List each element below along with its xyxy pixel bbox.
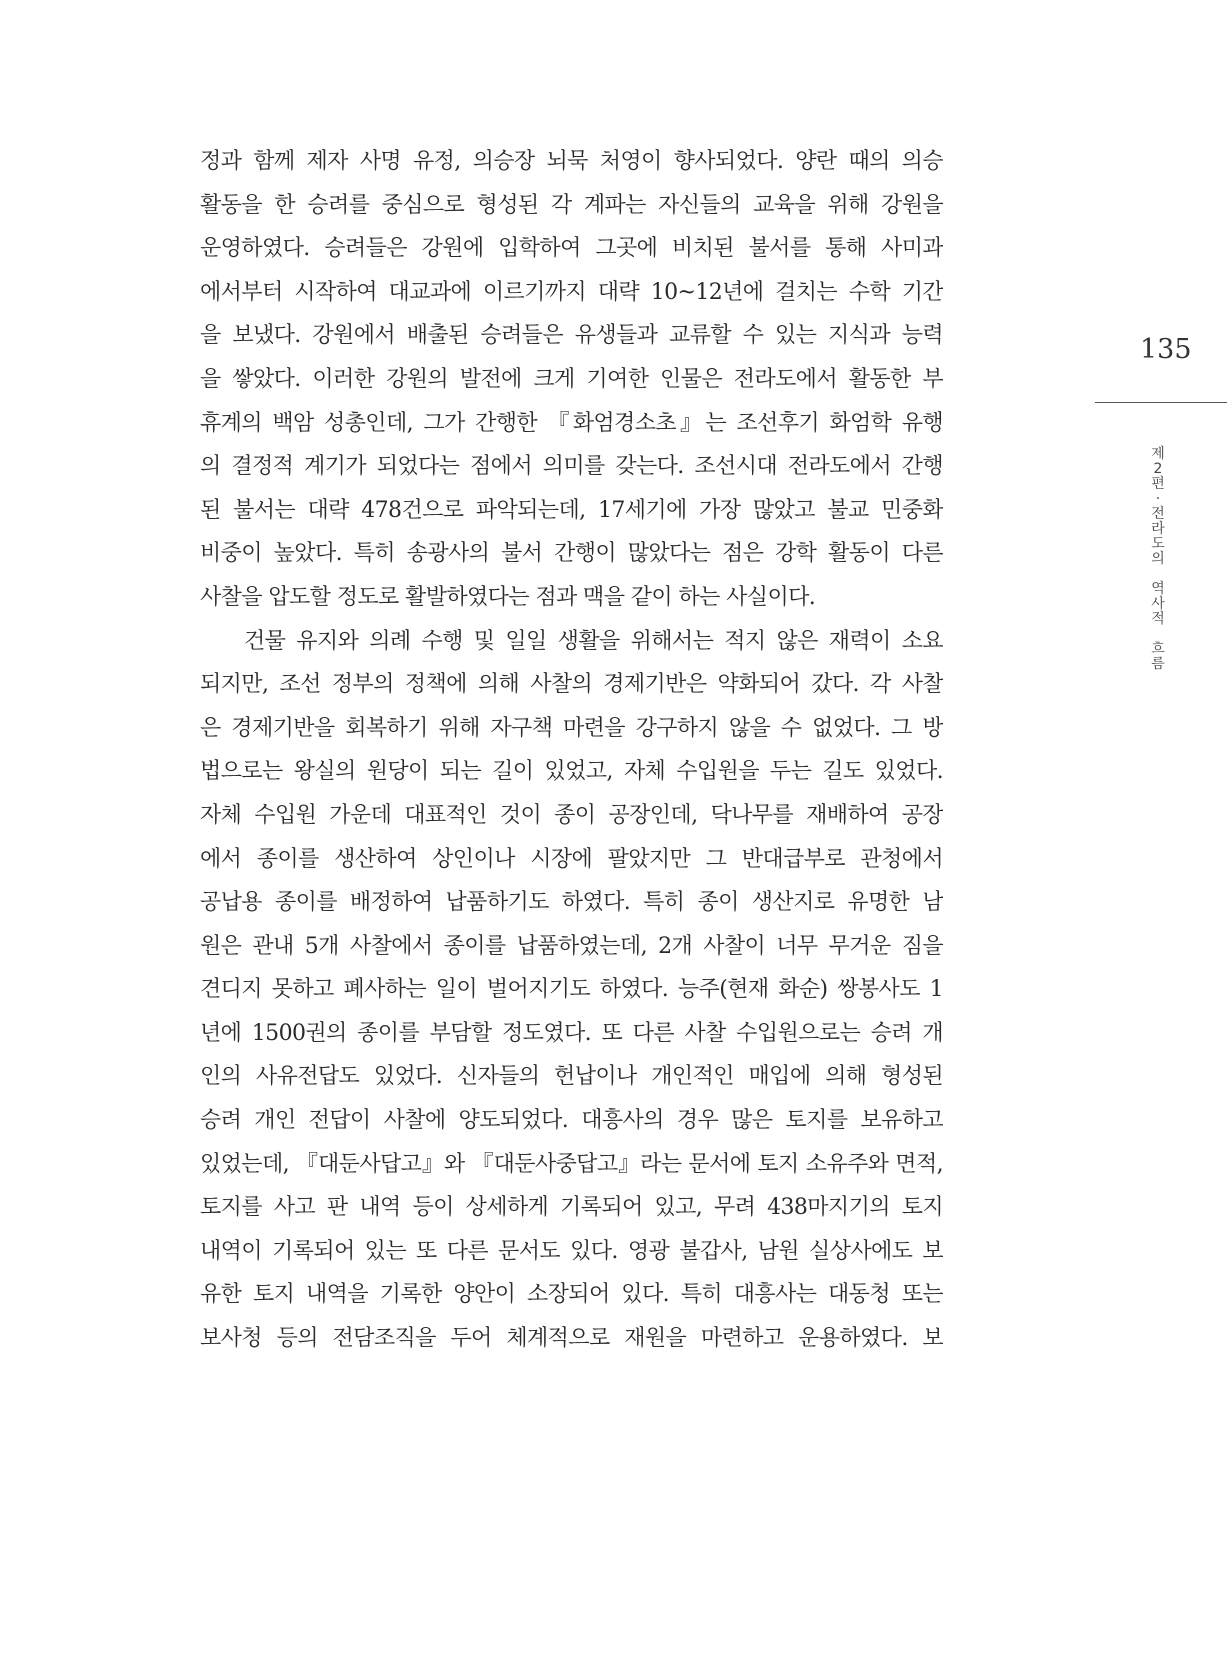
text-line: 에서부터 시작하여 대교과에 이르기까지 대략 10~12년에 걸치는 수학 기간 (200, 279, 943, 305)
text-line: 법으로는 왕실의 원당이 되는 길이 있었고, 자체 수입원을 두는 길도 있었다. (200, 759, 943, 785)
text-line: 은 경제기반을 회복하기 위해 자구책 마련을 강구하지 않을 수 없었다. 그 방 (200, 715, 943, 741)
text-line: 내역이 기록되어 있는 또 다른 문서도 있다. 영광 불갑사, 남원 실상사에도 보 (200, 1238, 943, 1264)
text-line: 을 보냈다. 강원에서 배출된 승려들은 유생들과 교류할 수 있는 지식과 능력 (200, 323, 943, 349)
page-number: 135 (1140, 334, 1192, 365)
text-line: 사찰을 압도할 정도로 활발하였다는 점과 맥을 같이 하는 사실이다. (200, 584, 816, 610)
body-text (200, 140, 943, 1361)
text-line: 정과 함께 제자 사명 유정, 의승장 뇌묵 처영이 향사되었다. 양란 때의 의승 (200, 149, 943, 174)
text-line: 휴계의 백암 성총인데, 그가 간행한 『화엄경소초』는 조선후기 화엄학 유행 (200, 410, 943, 436)
text-line: 비중이 높았다. 특히 송광사의 불서 간행이 많았다는 점은 강학 활동이 다른 (200, 541, 943, 567)
text-line: 보사청 등의 전담조직을 두어 체계적으로 재원을 마련하고 운용하였다. 보 (200, 1326, 943, 1352)
text-line: 되지만, 조선 정부의 정책에 의해 사찰의 경제기반은 약화되어 갔다. 각 사찰 (200, 672, 943, 698)
section-label: 제 2 편 · 전 라 도 의 역 사 적 흐 름 (1151, 446, 1165, 672)
text-line: 을 쌓았다. 이러한 강원의 발전에 크게 기여한 인물은 전라도에서 활동한 부 (200, 366, 943, 392)
text-line: 원은 관내 5개 사찰에서 종이를 납품하였는데, 2개 사찰이 너무 무거운 짐을 (200, 933, 943, 959)
text-line: 공납용 종이를 배정하여 납품하기도 하였다. 특히 종이 생산지로 유명한 남 (200, 890, 943, 916)
text-line: 견디지 못하고 폐사하는 일이 벌어지기도 하였다. 능주(현재 화순) 쌍봉사도 1 (200, 977, 943, 1003)
text-line: 년에 1500권의 종이를 부담할 정도였다. 또 다른 사찰 수입원으로는 승려 개 (200, 1020, 943, 1046)
text-line: 토지를 사고 판 내역 등이 상세하게 기록되어 있고, 무려 438마지기의 토지 (200, 1195, 943, 1221)
text-line: 활동을 한 승려를 중심으로 형성된 각 계파는 자신들의 교육을 위해 강원을 (200, 192, 943, 218)
text-line: 있었는데, 『대둔사답고』와 『대둔사중답고』라는 문서에 토지 소유주와 면적, (200, 1151, 943, 1177)
text-line: 승려 개인 전답이 사찰에 양도되었다. 대흥사의 경우 많은 토지를 보유하고 (200, 1108, 943, 1134)
text-line: 에서 종이를 생산하여 상인이나 시장에 팔았지만 그 반대급부로 관청에서 (200, 846, 943, 872)
paragraph-start-line: 건물 유지와 의례 수행 및 일일 생활을 위해서는 적지 않은 재력이 소요 (244, 628, 943, 654)
text-line: 의 결정적 계기가 되었다는 점에서 의미를 갖는다. 조선시대 전라도에서 간행 (200, 454, 943, 480)
text-line: 인의 사유전답도 있었다. 신자들의 헌납이나 개인적인 매입에 의해 형성된 (200, 1064, 943, 1090)
text-line: 자체 수입원 가운데 대표적인 것이 종이 공장인데, 닥나무를 재배하여 공장 (200, 802, 943, 828)
margin-divider (1095, 402, 1227, 403)
text-line: 된 불서는 대략 478건으로 파악되는데, 17세기에 가장 많았고 불교 민중화 (200, 497, 943, 523)
text-line: 운영하였다. 승려들은 강원에 입학하여 그곳에 비치된 불서를 통해 사미과 (200, 236, 943, 262)
text-line: 유한 토지 내역을 기록한 양안이 소장되어 있다. 특히 대흥사는 대동청 또는 (200, 1282, 943, 1308)
